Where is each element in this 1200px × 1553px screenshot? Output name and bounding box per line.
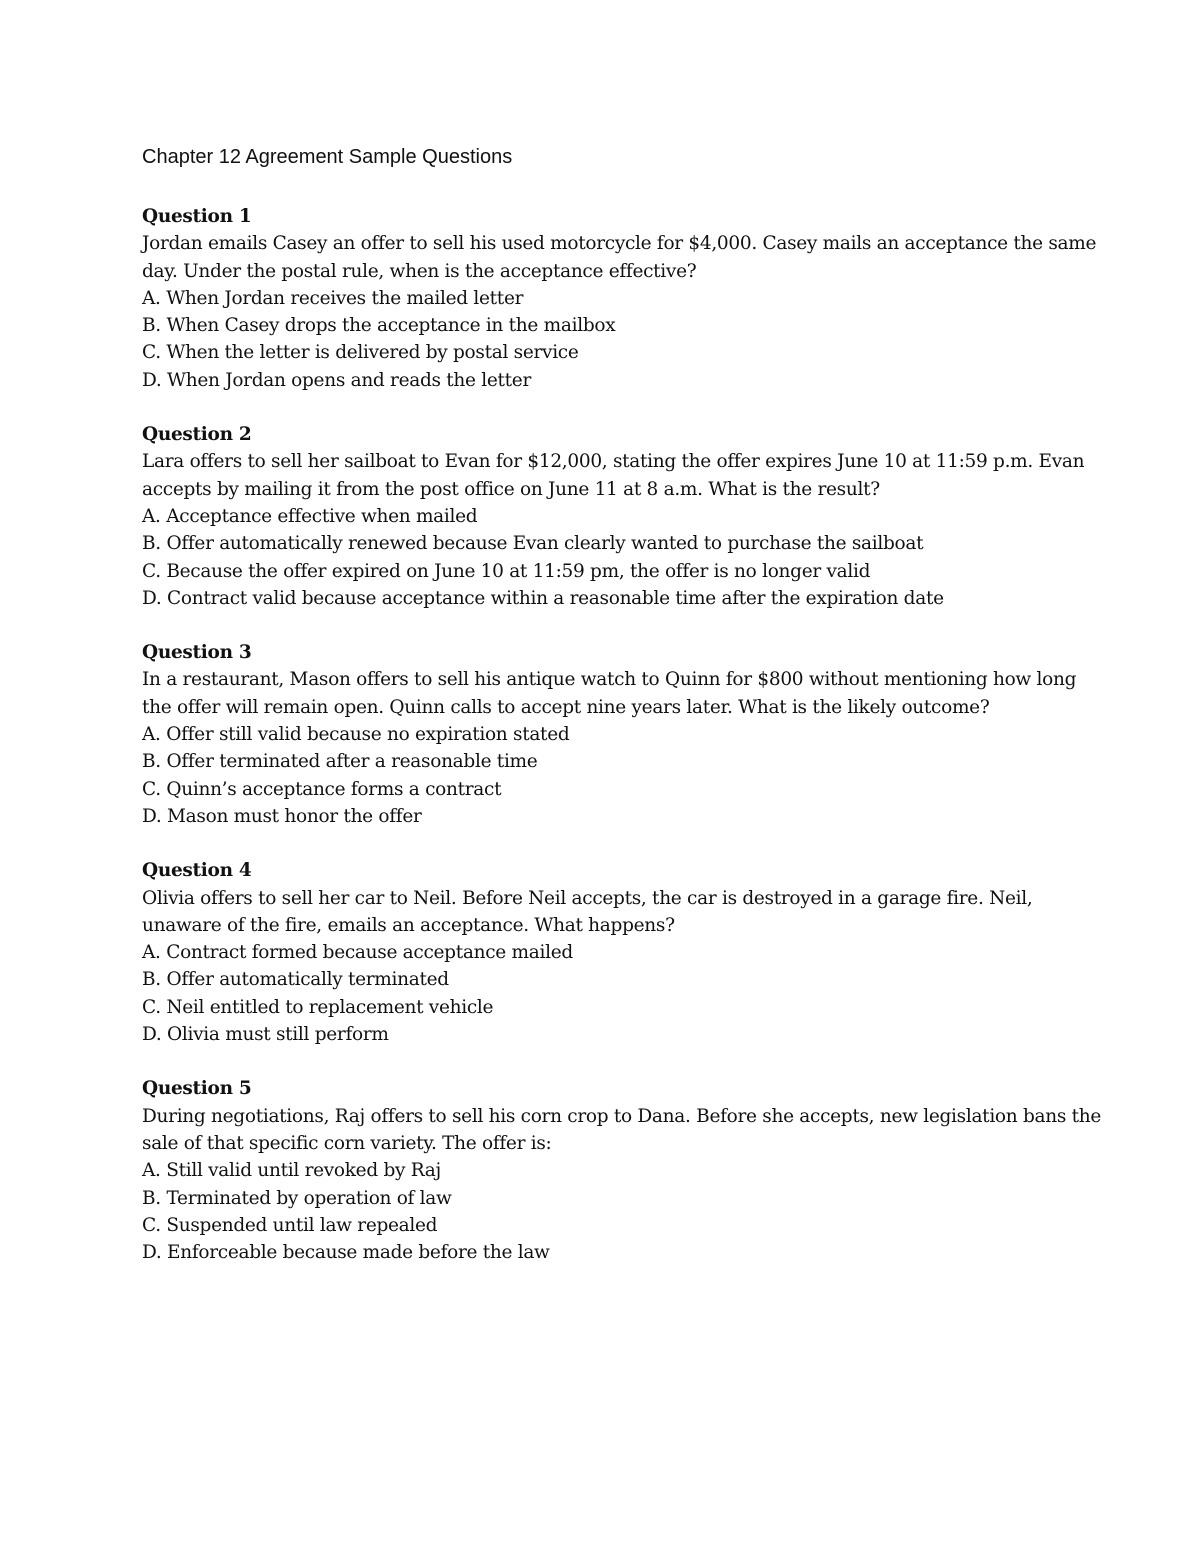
question-list xyxy=(142,203,1102,1293)
answer-option-c: C. Because the offer expired on June 10 at 11:59 pm, the offer is no longer valid xyxy=(142,560,871,582)
answer-option-a: A. When Jordan receives the mailed letter xyxy=(142,287,524,309)
answer-option-d: D. Enforceable because made before the law xyxy=(142,1242,550,1264)
answer-option-a: A. Offer still valid because no expiration stated xyxy=(142,724,570,746)
answer-option-d: D. Mason must honor the offer xyxy=(142,805,422,827)
document-title: Chapter 12 Agreement Sample Questions xyxy=(142,146,513,168)
answer-option-b: B. Offer terminated after a reasonable time xyxy=(142,751,538,773)
answer-option-c: C. Quinn’s acceptance forms a contract xyxy=(142,778,502,800)
answer-option-c: C. When the letter is delivered by postal service xyxy=(142,342,579,364)
answer-option-a: A. Still valid until revoked by Raj xyxy=(142,1160,441,1182)
answer-options xyxy=(142,1157,1102,1266)
question-4 xyxy=(142,857,1102,1048)
question-5 xyxy=(142,1075,1102,1266)
answer-options xyxy=(142,285,1102,394)
question-heading: Question 4 xyxy=(142,860,252,882)
question-heading: Question 1 xyxy=(142,206,252,227)
question-stem: During negotiations, Raj offers to sell his corn crop to Dana. Before she accepts, new legislation bans the sale of that specific corn variety. The offer is: xyxy=(142,1105,1102,1154)
answer-option-c: C. Neil entitled to replacement vehicle xyxy=(142,996,494,1018)
answer-option-d: D. When Jordan opens and reads the letter xyxy=(142,369,532,391)
question-heading: Question 2 xyxy=(142,424,252,446)
question-stem: In a restaurant, Mason offers to sell his antique watch to Quinn for $800 without mentioning how long the offer will remain open. Quinn calls to accept nine years later. What is the likely outcome? xyxy=(142,669,1077,718)
answer-options xyxy=(142,503,1102,612)
question-stem: Jordan emails Casey an offer to sell his used motorcycle for $4,000. Casey mails an acceptance the same day. Under the postal rule, when is the acceptance effective? xyxy=(142,233,1097,282)
question-stem: Lara offers to sell her sailboat to Evan for $12,000, stating the offer expires June 10 at 11:59 p.m. Evan accepts by mailing it from the post office on June 11 at 8 a.m. What is the result? xyxy=(142,451,1085,500)
answer-option-c: C. Suspended until law repealed xyxy=(142,1214,438,1236)
question-2 xyxy=(142,421,1102,612)
answer-options xyxy=(142,939,1102,1048)
answer-option-b: B. Terminated by operation of law xyxy=(142,1187,452,1209)
answer-option-a: A. Contract formed because acceptance mailed xyxy=(142,942,573,964)
answer-option-b: B. When Casey drops the acceptance in the mailbox xyxy=(142,315,616,337)
question-stem: Olivia offers to sell her car to Neil. Before Neil accepts, the car is destroyed in a garage fire. Neil, unaware of the fire, emails an acceptance. What happens? xyxy=(142,887,1033,936)
question-heading: Question 3 xyxy=(142,642,252,664)
question-1 xyxy=(142,203,1102,394)
answer-option-d: D. Contract valid because acceptance within a reasonable time after the expiration date xyxy=(142,587,944,609)
answer-option-d: D. Olivia must still perform xyxy=(142,1024,389,1046)
answer-option-b: B. Offer automatically renewed because Evan clearly wanted to purchase the sailboat xyxy=(142,533,924,555)
question-heading: Question 5 xyxy=(142,1078,252,1100)
answer-options xyxy=(142,721,1102,830)
answer-option-a: A. Acceptance effective when mailed xyxy=(142,505,478,527)
question-3 xyxy=(142,639,1102,830)
answer-option-b: B. Offer automatically terminated xyxy=(142,969,449,991)
